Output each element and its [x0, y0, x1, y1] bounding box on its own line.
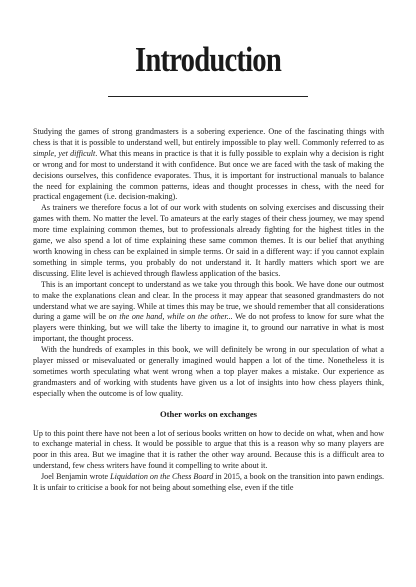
- paragraph: Studying the games of strong grandmasters is a sobering experience. One of the fascinating things with chess is that it is possible to understand well, but entirely impossible to play well. Commonly referred to as simple, yet difficult. What this means in practice is that it is fully possible to explain why a decision is right or wrong and for most to understand it with confidence. But once we are faced with the task of making the decisions ourselves, this confidence evaporates. Thus, it is important for instructional manuals to balance the need for explaining the common patterns, ideas and thought processes in chess, with the need for practical engagement (i.e. decision-making).: [33, 127, 384, 202]
- paragraph: With the hundreds of examples in this book, we will definitely be wrong in our speculation of what a player missed or misevaluated or generally imagined would happen a lot of the time. Nonetheless it is sometimes worth speculating what went wrong when a top player makes a mistake. Our experience as grandmasters and of working with students have given us a lot of insights into how chess players think, especially when the outcome is of low quality.: [33, 345, 384, 398]
- page-title: Introduction: [135, 40, 281, 79]
- title-divider: [108, 96, 308, 97]
- paragraph: Up to this point there have not been a lot of serious books written on how to decide on what, when and how to exchange material in chess. It would be possible to argue that this is a reason why so many players are poor in this area. But we imagine that it is rather the other way around. Because this is a difficult area to understand, few chess writers have found it compelling to write about it.: [33, 428, 384, 471]
- section-heading: Other works on exchanges: [160, 408, 257, 419]
- paragraph: Joel Benjamin wrote Liquidation on the Chess Board in 2015, a book on the transition into pawn endings. It is unfair to criticise a book for not being about something else, even if the title: [33, 472, 384, 493]
- paragraph: As trainers we therefore focus a lot of our work with students on solving exercises and discussing their games with them. No matter the level. To amateurs at the early stages of their chess journey, we may spend more time explaining common themes, but to professionals already fighting for the highest titles in the game, we also spend a lot of time explaining these same common themes. It is our belief that anything worth knowing in chess can be explained in simple terms. Or said in a different way: if you cannot explain something in simple terms, you probably do not understand it. It hardly matters which sport we are discussing. Elite level is achieved through flawless application of the basics.: [33, 203, 384, 278]
- paragraph: This is an important concept to understand as we take you through this book. We have done our outmost to make the explanations clean and clear. In the process it may appear that seasoned grandmasters do not understand what we are saying. While at times this may be true, we should remember that all considerations during a game will be on the one hand, while on the other... We do not profess to know for sure what the players were thinking, but we will take the liberty to imagine it, to ground our narrative in what is most important, the thought process.: [33, 279, 385, 344]
- main-text: [33, 127, 384, 494]
